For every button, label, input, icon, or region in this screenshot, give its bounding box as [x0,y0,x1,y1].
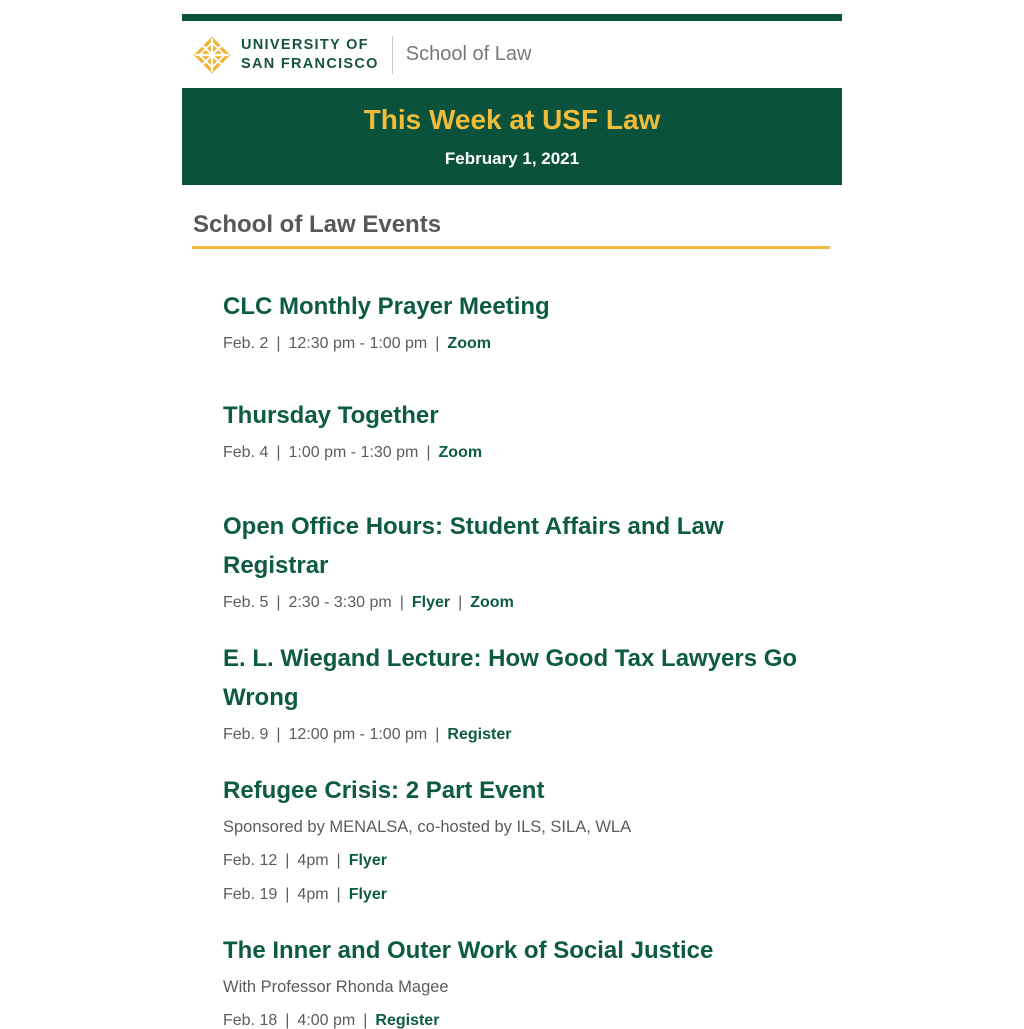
event-title: The Inner and Outer Work of Social Justice [223,937,714,964]
newsletter-date: February 1, 2021 [444,149,580,168]
event-item [223,771,808,903]
event-detail-text: Feb. 2 [223,335,269,352]
newsletter-banner [182,88,842,185]
separator: | [285,852,290,869]
event-item [223,396,808,461]
event-item [223,507,808,611]
separator: | [435,726,440,743]
separator: | [426,444,431,461]
event-detail-text: 4pm [297,886,329,903]
school-name: School of Law [405,43,532,65]
event-detail-text: 2:30 - 3:30 pm [288,594,392,611]
separator: | [363,1012,368,1029]
wordmark-line2: SAN FRANCISCO [241,55,379,72]
event-item [223,639,808,743]
event-detail-text: Feb. 4 [223,444,269,461]
section-title: School of Law Events [193,211,442,238]
event-link-zoom[interactable]: Zoom [438,444,483,461]
separator: | [458,594,463,611]
separator: | [276,594,281,611]
separator: | [435,335,440,352]
event-detail-line [223,335,808,352]
event-item [223,931,808,1029]
event-detail-text: 12:00 pm - 1:00 pm [288,726,428,743]
event-detail-line [223,726,808,743]
separator: | [276,444,281,461]
event-subtitle: Sponsored by MENALSA, co-hosted by ILS, SILA, WLA [223,818,632,836]
separator: | [399,594,404,611]
university-wordmark [241,36,379,74]
events-list [182,249,842,1029]
event-title: Refugee Crisis: 2 Part Event [223,777,545,804]
event-title: CLC Monthly Prayer Meeting [223,293,550,320]
event-detail-text: 1:00 pm - 1:30 pm [288,444,419,461]
event-subtitle: With Professor Rhonda Magee [223,978,449,996]
event-detail-line [223,594,808,611]
separator: | [336,852,341,869]
event-detail-text: Feb. 18 [223,1012,278,1029]
event-detail-text: 12:30 pm - 1:00 pm [288,335,428,352]
wordmark-line1: UNIVERSITY OF [241,36,369,53]
logo-divider [392,36,393,74]
separator: | [285,886,290,903]
event-detail-line [223,444,808,461]
event-link-zoom[interactable]: Zoom [470,594,514,611]
event-link-zoom[interactable]: Zoom [447,335,491,352]
event-link-register[interactable]: Register [375,1012,440,1029]
newsletter-title: This Week at USF Law [363,104,661,135]
masthead [182,21,842,88]
usf-compass-rose-icon [192,33,232,77]
usf-logo-link[interactable] [192,33,379,77]
event-detail-text: 4:00 pm [297,1012,356,1029]
event-detail-line [223,852,808,869]
event-title: Open Office Hours: Student Affairs and Law Registrar [223,513,724,579]
event-detail-text: Feb. 12 [223,852,278,869]
event-detail-line [223,1012,808,1029]
event-title: Thursday Together [223,402,439,429]
email-newsletter [182,0,842,1029]
event-link-flyer[interactable]: Flyer [348,886,387,903]
event-detail-text: Feb. 5 [223,594,269,611]
event-link-flyer[interactable]: Flyer [411,594,451,611]
event-detail-text: Feb. 9 [223,726,269,743]
event-link-register[interactable]: Register [447,726,512,743]
event-detail-text: 4pm [297,852,329,869]
event-detail-line [223,886,808,903]
separator: | [285,1012,290,1029]
event-detail-text: Feb. 19 [223,886,278,903]
separator: | [276,335,281,352]
event-item [223,287,808,352]
separator: | [276,726,281,743]
top-accent-bar [182,14,842,21]
separator: | [336,886,341,903]
event-title: E. L. Wiegand Lecture: How Good Tax Lawyers Go Wrong [223,645,798,711]
event-link-flyer[interactable]: Flyer [348,852,387,869]
